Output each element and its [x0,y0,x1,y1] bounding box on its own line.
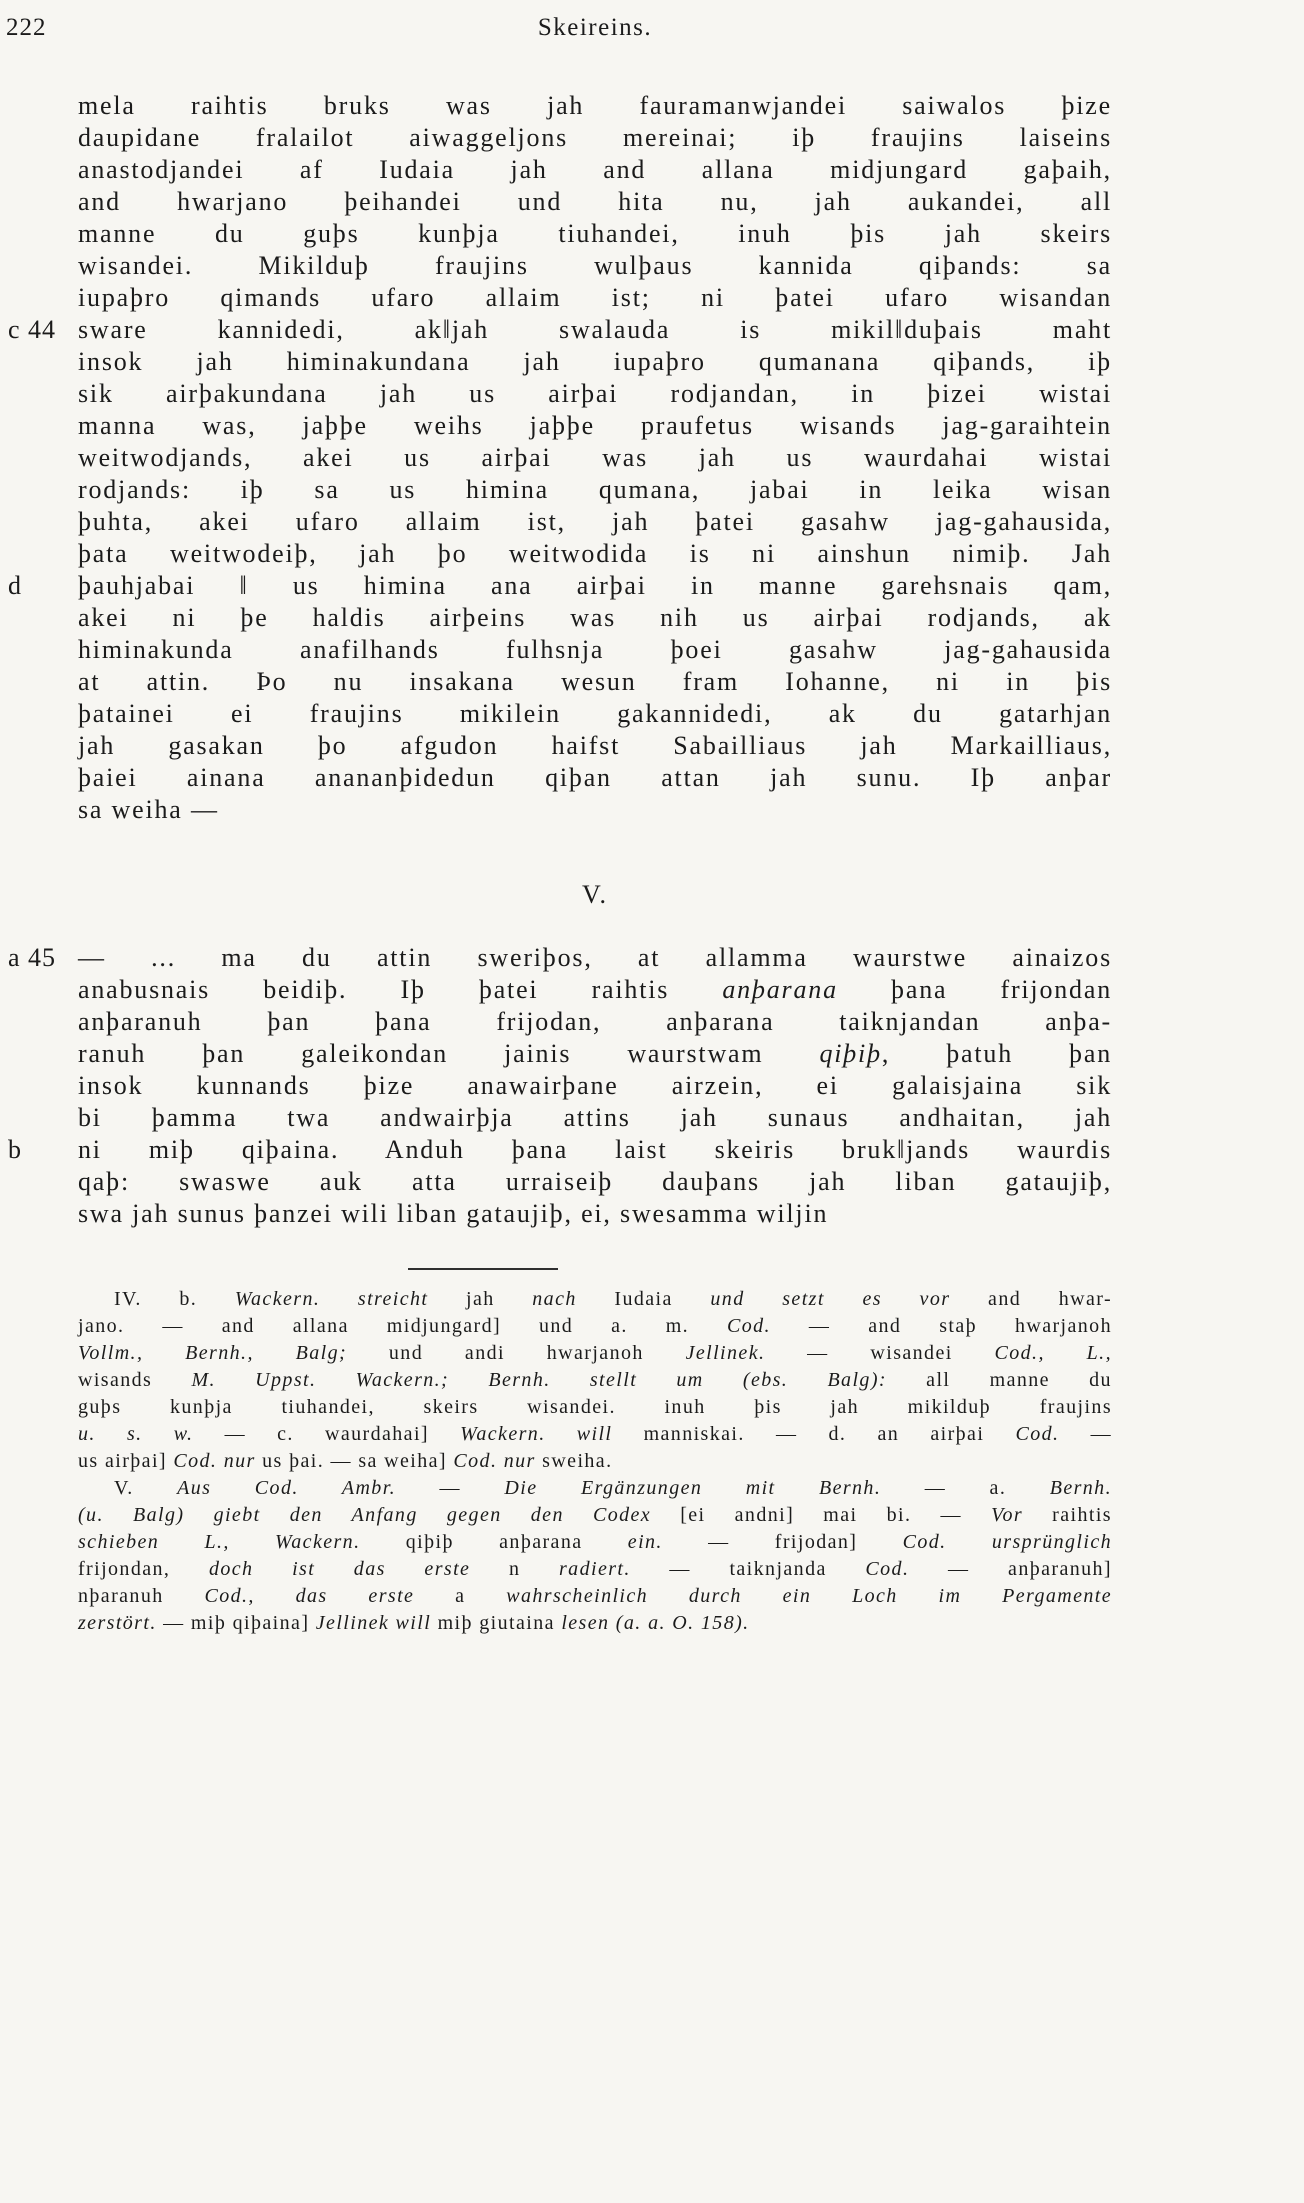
line-text: at attin. Þo nu insakana wesun fram Iohanne, ni in þis [78,667,1112,696]
text-line [78,1448,1112,1475]
text-line [78,1070,1112,1102]
line-text: daupidane fralailot aiwaggeljons mereinai; iþ fraujins laiseins [78,123,1112,152]
margin-note: c 44 [8,315,57,344]
text-line [78,1583,1112,1610]
line-text: þatainei ei fraujins mikilein gakannidedi, ak du gatarhjan [78,699,1112,728]
text-line [78,1286,1112,1313]
text-line [78,1313,1112,1340]
line-text: Vollm., Bernh., Balg; und andi hwarjanoh Jellinek. — wisandei Cod., L., [78,1342,1112,1364]
line-text: þata weitwodeiþ, jah þo weitwodida is ni ainshun nimiþ. Jah [78,539,1112,568]
text-line [78,90,1112,122]
line-text: insok jah himinakundana jah iupaþro qumanana qiþands, iþ [78,347,1112,376]
text-line [78,218,1112,250]
paragraph-skeireins-v [8,942,1112,1230]
text-line [78,154,1112,186]
line-text: bi þamma twa andwairþja attins jah sunaus andhaitan, jah [78,1103,1112,1132]
line-text: u. s. w. — c. waurdahai] Wackern. will manniskai. — d. an airþai Cod. — [78,1423,1112,1445]
text-line [78,378,1112,410]
text-line [78,1102,1112,1134]
line-text: þuhta, akei ufaro allaim ist, jah þatei gasahw jag-gahausida, [78,507,1112,536]
line-text: akei ni þe haldis airþeins was nih us airþai rodjands, ak [78,603,1112,632]
text-line [78,730,1112,762]
text-line [78,186,1112,218]
text-line [78,1006,1112,1038]
margin-note: b [8,1135,22,1164]
line-text: (u. Balg) giebt den Anfang gegen den Codex [ei andni] mai bi. — Vor raihtis [78,1504,1112,1526]
line-text: swa jah sunus þanzei wili liban gataujiþ, ei, swesamma wiljin [78,1199,829,1228]
line-text: frijondan, doch ist das erste n radiert. — taiknjanda Cod. — anþaranuh] [78,1558,1112,1580]
text-line [8,1134,1112,1166]
line-text: guþs kunþja tiuhandei, skeirs wisandei. inuh þis jah mikilduþ fraujins [78,1396,1112,1418]
line-text: anastodjandei af Iudaia jah and allana midjungard gaþaih, [78,155,1112,184]
line-text: wisands M. Uppst. Wackern.; Bernh. stellt um (ebs. Balg): all manne du [78,1369,1112,1391]
text-line [78,1340,1112,1367]
line-text: wisandei. Mikilduþ fraujins wulþaus kannida qiþands: sa [78,251,1112,280]
text-line [78,602,1112,634]
line-text: manne du guþs kunþja tiuhandei, inuh þis jah skeirs [78,219,1112,248]
text-line [78,474,1112,506]
margin-note: a 45 [8,943,57,972]
text-line [78,1367,1112,1394]
line-text: sa weiha — [78,795,219,824]
text-line [8,570,1112,602]
text-line [78,1198,1112,1230]
text-line [78,282,1112,314]
line-text: IV. b. Wackern. streicht jah nach Iudaia und setzt es vor and hwar- [114,1288,1113,1310]
line-text: weitwodjands, akei us airþai was jah us waurdahai wistai [78,443,1112,472]
line-text: insok kunnands þize anawairþane airzein, ei galaisjaina sik [78,1071,1112,1100]
running-title: Skeireins. [537,14,653,41]
margin-note: d [8,571,22,600]
section-heading: V. [582,880,608,909]
line-text: anþaranuh þan þana frijodan, anþarana taiknjandan anþa- [78,1007,1112,1036]
text-line [78,442,1112,474]
text-line [8,942,1112,974]
text-line [78,1038,1112,1070]
text-line [78,1556,1112,1583]
text-line [78,634,1112,666]
text-line [78,1475,1112,1502]
footnote-separator-rule [408,1268,558,1270]
line-text: ranuh þan galeikondan jainis waurstwam qiþiþ, þatuh þan [78,1039,1112,1068]
line-text: sik airþakundana jah us airþai rodjandan, in þizei wistai [78,379,1112,408]
line-text: þauhjabai ‖ us himina ana airþai in manne garehsnais qam, [78,571,1112,600]
line-text: schieben L., Wackern. qiþiþ anþarana ein. — frijodan] Cod. ursprünglich [78,1531,1112,1553]
text-line [78,250,1112,282]
line-text: himinakunda anafilhands fulhsnja þoei gasahw jag-gahausida [78,635,1112,664]
text-line [78,410,1112,442]
text-line [78,1529,1112,1556]
line-text: qaþ: swaswe auk atta urraiseiþ dauþans jah liban gataujiþ, [78,1167,1112,1196]
line-text: V. Aus Cod. Ambr. — Die Ergänzungen mit Bernh. — a. Bernh. [114,1477,1112,1499]
line-text: anabusnais beidiþ. Iþ þatei raihtis anþarana þana frijondan [78,975,1112,1004]
line-text: ni miþ qiþaina. Anduh þana laist skeiris bruk‖jands waurdis [78,1135,1112,1164]
page-number: 222 [6,14,47,41]
text-line [78,794,1112,826]
page-header [6,14,1112,48]
text-line [78,1166,1112,1198]
line-text: us airþai] Cod. nur us þai. — sa weiha] Cod. nur sweiha. [78,1450,613,1472]
line-text: jah gasakan þo afgudon haifst Sabailliaus jah Markailliaus, [78,731,1112,760]
line-text: mela raihtis bruks was jah fauramanwjandei saiwalos þize [78,91,1112,120]
text-line [78,974,1112,1006]
text-line [78,698,1112,730]
line-text: jano. — and allana midjungard] und a. m. Cod. — and staþ hwarjanoh [78,1315,1112,1337]
line-text: — ... ma du attin sweriþos, at allamma waurstwe ainaizos [78,943,1112,972]
text-line [78,346,1112,378]
text-line [8,314,1112,346]
footnotes-block [78,1286,1112,1637]
text-line [78,762,1112,794]
line-text: iupaþro qimands ufaro allaim ist; ni þatei ufaro wisandan [78,283,1112,312]
paragraph-skeireins-iv [8,90,1112,826]
line-text: nþaranuh Cod., das erste a wahrscheinlich durch ein Loch im Pergamente [78,1585,1113,1607]
text-line [78,506,1112,538]
text-line [78,1394,1112,1421]
text-line [78,538,1112,570]
line-text: rodjands: iþ sa us himina qumana, jabai in leika wisan [78,475,1112,504]
line-text: and hwarjano þeihandei und hita nu, jah aukandei, all [78,187,1112,216]
text-line [78,1421,1112,1448]
text-block [6,14,1113,1637]
line-text: þaiei ainana anananþidedun qiþan attan jah sunu. Iþ anþar [78,763,1112,792]
text-line [78,122,1112,154]
text-line [78,1610,1112,1637]
text-line [78,1502,1112,1529]
line-text: sware kannidedi, ak‖jah swalauda is mikil‖duþais maht [78,315,1112,344]
line-text: manna was, jaþþe weihs jaþþe praufetus wisands jag-garaihtein [78,411,1112,440]
line-text: zerstört. — miþ qiþaina] Jellinek will miþ giutaina lesen (a. a. O. 158). [78,1612,750,1634]
text-line [78,666,1112,698]
